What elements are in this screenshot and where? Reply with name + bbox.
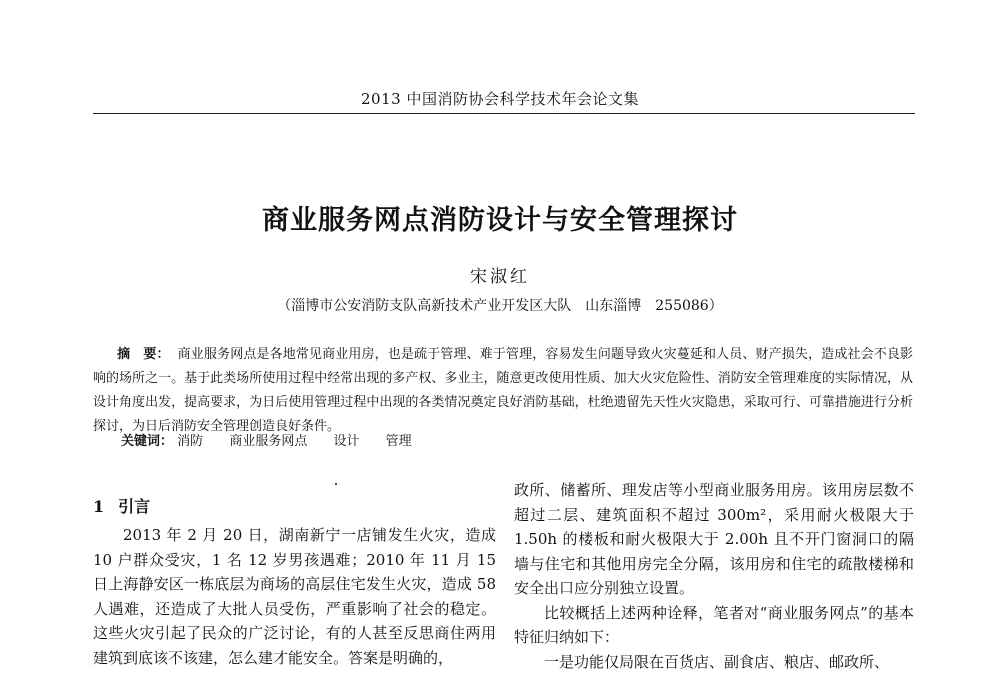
keyword-item: 设计 — [333, 434, 359, 449]
keyword-item: 商业服务网点 — [229, 434, 307, 449]
body-paragraph: 比较概括上述两种诠释，笔者对“商业服务网点”的基本特征归纳如下： — [514, 601, 914, 650]
keywords — [121, 430, 913, 454]
keywords-label: 关键词： — [121, 434, 173, 449]
section-number: 1 — [93, 497, 104, 516]
header-rule — [93, 113, 915, 114]
abstract-label: 摘 要： — [117, 347, 170, 362]
section-title: 引言 — [118, 497, 150, 516]
body-paragraph: 2013 年 2 月 20 日，湖南新宁一店铺发生火灾，造成 10 户群众受灾，1 名 12 岁男孩遇难；2010 年 11 月 15 日上海静安区一栋底层为商场的高层住宅发生火灾，造成 58 人遇难，还造成了大批人员受伤，严重影响了社会的稳定。这些火灾引起了民众的广泛讨论，有的人甚至反思商住两用建筑到底该不该建，怎么建才能安全。答案是明确的， — [93, 523, 496, 670]
stray-dot — [335, 483, 337, 485]
paper-title: 商业服务网点消防设计与安全管理探讨 — [0, 198, 1000, 237]
left-column — [93, 523, 496, 670]
section-heading — [93, 494, 150, 517]
keyword-item: 管理 — [386, 434, 412, 449]
body-paragraph: 一是功能仅局限在百货店、副食店、粮店、邮政所、 — [514, 650, 914, 674]
keyword-item: 消防 — [177, 434, 203, 449]
author-affiliation: （淄博市公安消防支队高新技术产业开发区大队 山东淄博 255086） — [0, 295, 1000, 315]
running-header: 2013 中国消防协会科学技术年会论文集 — [0, 88, 1000, 109]
author-name: 宋淑红 — [0, 262, 1000, 287]
abstract — [93, 343, 913, 439]
right-column — [514, 478, 914, 674]
body-paragraph: 政所、储蓄所、理发店等小型商业服务用房。该用房层数不超过二层、建筑面积不超过 300m²，采用耐火极限大于 1.50h 的楼板和耐火极限大于 2.00h 且不开门窗洞口的隔墙与住宅和其他用房完全分隔，该用房和住宅的疏散楼梯和安全出口应分别独立设置。 — [514, 478, 914, 601]
abstract-text: 商业服务网点是各地常见商业用房，也是疏于管理、难于管理，容易发生问题导致火灾蔓延和人员、财产损失，造成社会不良影响的场所之一。基于此类场所使用过程中经常出现的多产权、多业主，随意更改使用性质、加大火灾危险性、消防安全管理难度的实际情况，从设计角度出发，提高要求，为日后使用管理过程中出现的各类情况奠定良好消防基础，杜绝遗留先天性火灾隐患，采取可行、可靠措施进行分析探讨，为日后消防安全管理创造良好条件。 — [93, 347, 913, 434]
